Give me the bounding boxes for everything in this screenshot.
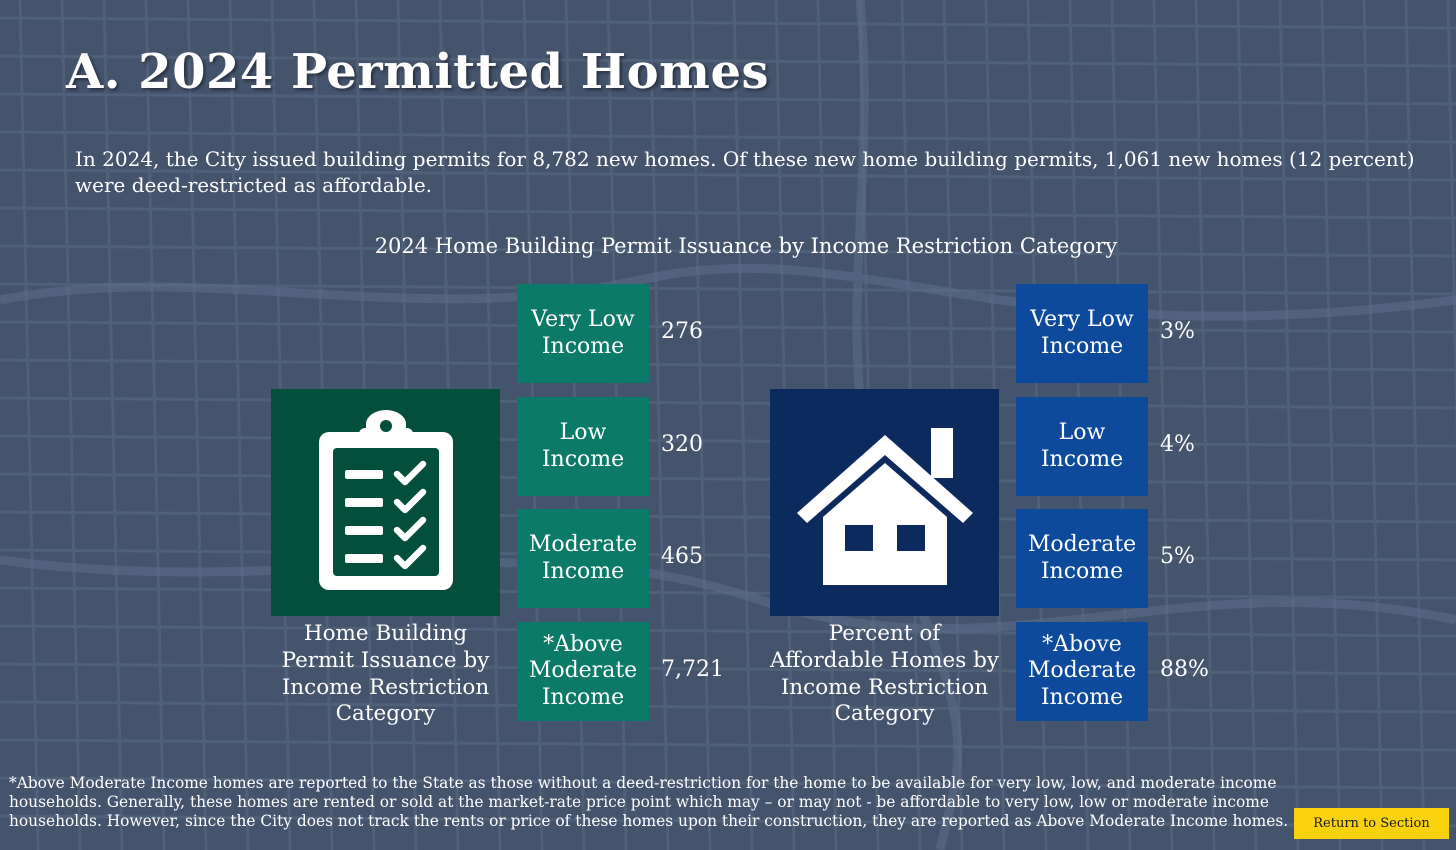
map-street-line	[0, 550, 1456, 560]
map-street-line	[0, 398, 1456, 408]
affordable-category-value: 4%	[1160, 432, 1195, 457]
affordable-category-value: 5%	[1160, 544, 1195, 569]
map-street-line	[146, 0, 164, 850]
permit-category-box	[517, 509, 649, 608]
permit-category-value: 276	[661, 319, 703, 344]
map-street-line	[0, 512, 1456, 522]
map-street-line	[1154, 0, 1172, 850]
map-street-line	[0, 664, 1456, 674]
intro-paragraph: In 2024, the City issued building permits for 8,782 new homes. Of these new home building permits, 1,061 new homes (12 percent) were deed-restricted as affordable.	[75, 147, 1415, 197]
affordable-category-label: *Above Moderate Income	[1027, 631, 1137, 710]
map-street-line	[0, 208, 1456, 218]
map-street-line	[1238, 0, 1256, 850]
permit-category-value: 465	[661, 544, 703, 569]
map-street-line	[0, 132, 1456, 142]
map-street-line	[0, 360, 1456, 370]
map-street-line	[0, 474, 1456, 484]
chart-title: 2024 Home Building Permit Issuance by Income Restriction Category	[374, 234, 1118, 258]
affordable-category-value: 3%	[1160, 319, 1195, 344]
house-icon	[785, 413, 985, 593]
map-street-line	[1280, 0, 1298, 850]
page-title: A. 2024 Permitted Homes	[66, 44, 769, 100]
map-street-line	[0, 626, 1456, 636]
permit-category-box	[517, 622, 649, 721]
affordable-category-label: Very Low Income	[1030, 307, 1134, 359]
map-street-line	[188, 0, 206, 850]
map-street-line	[650, 0, 668, 850]
map-street-line	[1196, 0, 1214, 850]
map-street-line	[1448, 0, 1456, 850]
map-street-line	[104, 0, 122, 850]
permit-issuance-icon-panel	[271, 389, 500, 616]
map-street-line	[0, 322, 1456, 332]
affordable-percent-icon-panel	[770, 389, 999, 616]
permit-category-label: Very Low Income	[531, 307, 635, 359]
affordable-category-value: 88%	[1160, 657, 1209, 682]
affordable-percent-panel-label: Percent of Affordable Homes by Income Restriction Category	[770, 621, 1000, 727]
map-street-line	[1322, 0, 1340, 850]
permit-issuance-panel-label: Home Building Permit Issuance by Income Restriction Category	[281, 621, 490, 727]
affordable-category-box	[1016, 509, 1148, 608]
affordable-category-box	[1016, 622, 1148, 721]
affordable-category-label: Moderate Income	[1027, 532, 1137, 584]
map-street-line	[0, 740, 1456, 750]
map-street-line	[1364, 0, 1382, 850]
return-to-section-button[interactable]: Return to Section	[1294, 808, 1449, 839]
permit-category-label: Low Income	[541, 420, 625, 472]
map-street-line	[20, 0, 38, 850]
affordable-category-box	[1016, 284, 1148, 383]
permit-category-box	[517, 284, 649, 383]
permit-category-label: *Above Moderate Income	[528, 631, 638, 710]
map-street-line	[692, 0, 710, 850]
permit-category-box	[517, 397, 649, 496]
permit-category-value: 320	[661, 432, 703, 457]
map-street-line	[1406, 0, 1424, 850]
map-street-line	[0, 436, 1456, 446]
affordable-category-label: Low Income	[1040, 420, 1124, 472]
map-street-line	[62, 0, 80, 850]
affordable-category-box	[1016, 397, 1148, 496]
permit-category-value: 7,721	[661, 657, 724, 682]
footnote: *Above Moderate Income homes are reported to the State as those without a deed-restriction for the home to be available for very low, low, and moderate income households. Generally, these homes are rented or sold at the market-rate price point which may – or may not - be affordable to very low, low or moderate income households. However, since the City does not track the rents or price of these homes upon their construction, they are reported as Above Moderate Income homes.	[9, 774, 1289, 830]
map-street-line	[734, 0, 752, 850]
clipboard-checklist-icon	[311, 410, 461, 595]
map-street-line	[0, 702, 1456, 712]
permit-category-label: Moderate Income	[528, 532, 638, 584]
map-street-line	[230, 0, 248, 850]
